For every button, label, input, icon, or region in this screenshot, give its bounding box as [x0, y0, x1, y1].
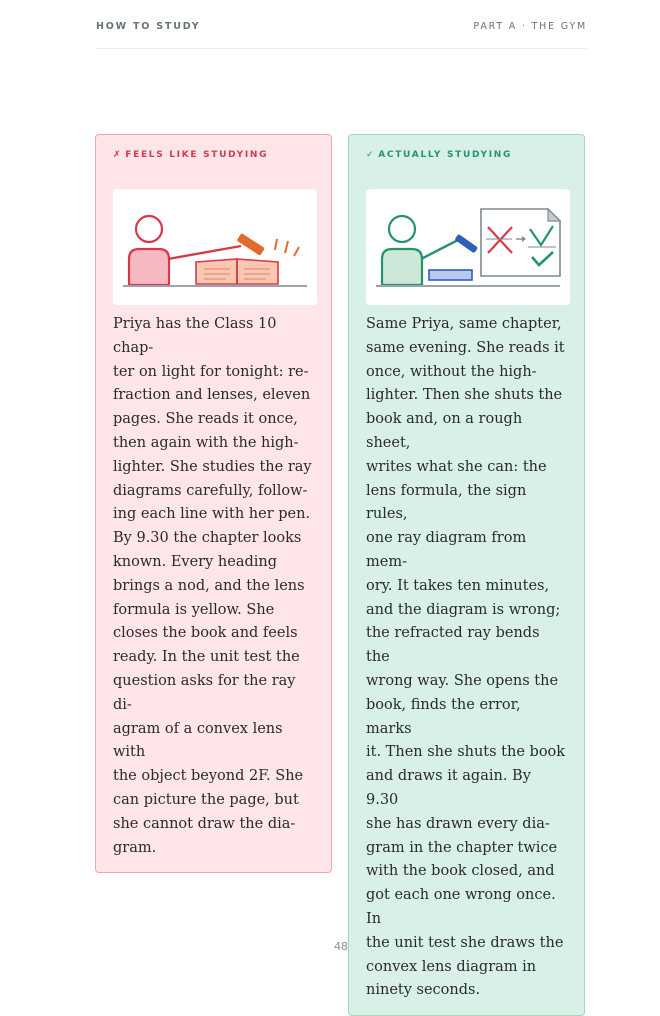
panel-label [113, 149, 314, 161]
panel-body [366, 313, 567, 1003]
body-line: then again with the high- [113, 434, 299, 451]
panel-label-text: ACTUALLY STUDYING [378, 150, 513, 160]
running-head-section: PART A · THE GYM [473, 21, 587, 32]
body-line: same evening. She reads it [366, 339, 565, 356]
body-line: one ray diagram from mem- [366, 530, 527, 570]
body-line: formula is yellow. She [113, 601, 275, 618]
panel-label-text: FEELS LIKE STUDYING [125, 150, 269, 160]
body-line: closes the book and feels [113, 625, 298, 642]
body-line: lighter. Then she shuts the [366, 387, 563, 404]
highlighting-illustration [113, 189, 317, 305]
body-line: once, without the high- [366, 363, 537, 380]
body-line: By 9.30 the chapter looks [113, 530, 302, 547]
body-line: and the diagram is wrong; [366, 601, 561, 618]
body-line: it. Then she shuts the book [366, 744, 566, 761]
body-line: question asks for the ray di- [113, 672, 296, 713]
body-line: with the book closed, and [366, 863, 555, 880]
self-testing-illustration [366, 189, 570, 305]
body-line: ory. It takes ten minutes, [366, 577, 550, 594]
body-line: book, finds the error, marks [366, 696, 521, 737]
body-line: ing each line with her pen. [113, 506, 311, 523]
body-line: Priya has the Class 10 chap- [113, 316, 277, 356]
body-line: ter on light for tonight: re- [113, 363, 309, 380]
body-line: the unit test she draws the [366, 934, 564, 951]
cross-icon: ✗ [113, 150, 123, 160]
body-line: agram of a convex lens with [113, 720, 283, 761]
body-line: ninety seconds. [366, 982, 481, 999]
actually-studying-panel [348, 134, 585, 1016]
body-line: brings a nod, and the lens [113, 577, 305, 594]
body-line: gram in the chapter twice [366, 839, 558, 856]
running-head-title: HOW TO STUDY [96, 21, 201, 32]
page-number: 48 [334, 940, 348, 953]
body-line: can picture the page, but [113, 791, 299, 808]
body-line: the object beyond 2F. She [113, 768, 304, 785]
body-line: convex lens diagram in [366, 958, 537, 975]
body-line: lens formula, the sign rules, [366, 482, 527, 523]
body-line: ready. In the unit test the [113, 649, 300, 666]
body-line: she cannot draw the dia- [113, 815, 296, 832]
body-line: diagrams carefully, follow- [113, 482, 308, 499]
body-line: fraction and lenses, eleven [113, 387, 311, 404]
body-line: wrong way. She opens the [366, 672, 559, 689]
check-icon: ✓ [366, 150, 376, 160]
body-line: pages. She reads it once, [113, 411, 298, 428]
panel-label [366, 149, 567, 161]
body-line: she has drawn every dia- [366, 815, 550, 832]
body-line: book and, on a rough sheet, [366, 411, 523, 451]
body-line: gram. [113, 839, 157, 856]
body-line: Same Priya, same chapter, [366, 316, 562, 332]
running-head [96, 0, 587, 49]
body-line: and draws it again. By 9.30 [366, 768, 531, 808]
body-line: the refracted ray bends the [366, 625, 540, 666]
feels-like-studying-panel [95, 134, 332, 873]
panel-body [113, 313, 314, 860]
body-line: known. Every heading [113, 553, 278, 570]
body-line: lighter. She studies the ray [113, 458, 312, 475]
body-line: writes what she can: the [366, 458, 547, 475]
body-line: got each one wrong once. In [366, 887, 556, 927]
